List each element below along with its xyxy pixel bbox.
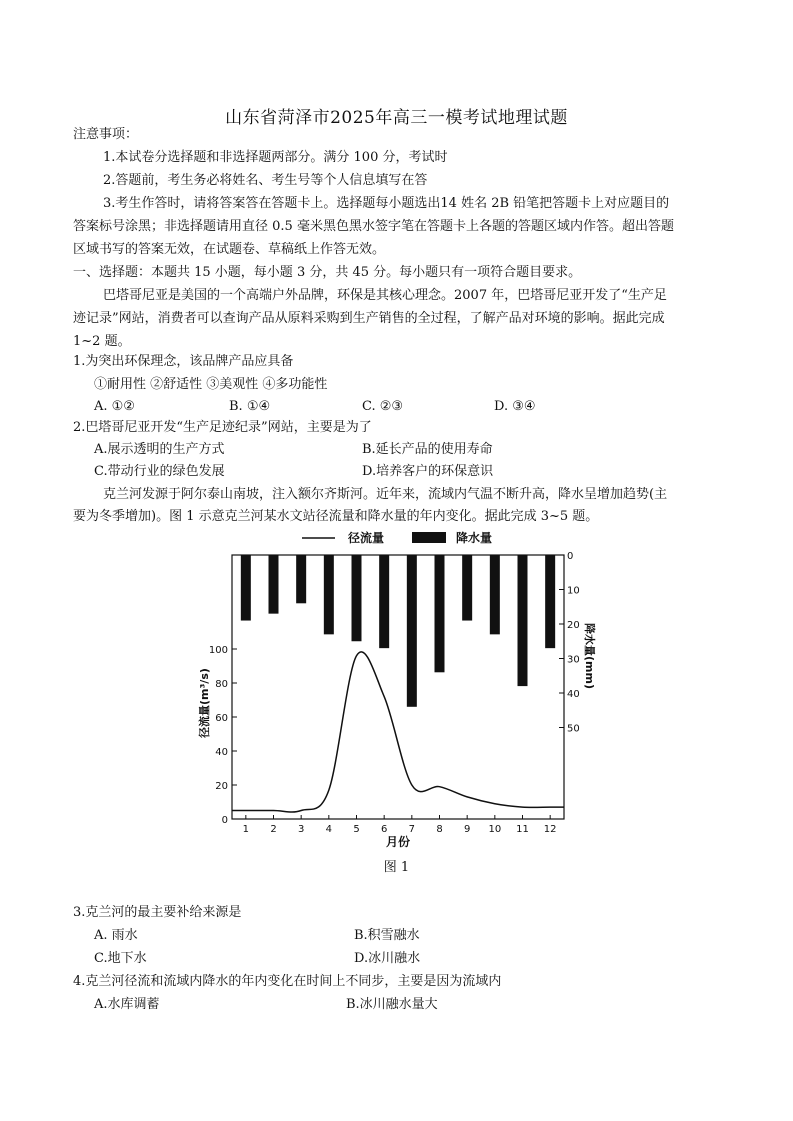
x-tick-label: 4	[325, 824, 333, 835]
precip-bar-4	[324, 555, 334, 634]
left-tick-label: 0	[221, 815, 228, 826]
q3-option-a[interactable]: A. 雨水	[94, 928, 138, 943]
precip-bar-6	[379, 555, 389, 648]
passage2-line-1: 克兰河发源于阿尔泰山南坡，注入额尔齐斯河。近年来，流域内气温不断升高，降水呈增加趋势(主	[103, 487, 668, 502]
legend-bar-label: 降水量	[456, 531, 493, 545]
right-tick-label: 50	[567, 723, 580, 735]
notice-heading: 注意事项：	[73, 127, 139, 142]
q2-option-b[interactable]: B.延长产品的使用寿命	[362, 442, 493, 457]
right-tick-label: 30	[567, 654, 580, 666]
notice-item-3-cont2: 区域书写的答案无效，在试题卷、草稿纸上作答无效。	[73, 242, 386, 257]
q2-stem: 2.巴塔哥尼亚开发“生产足迹纪录”网站，主要是为了	[73, 420, 372, 435]
q1-option-d[interactable]: D. ③④	[494, 399, 536, 414]
x-tick-label: 2	[270, 824, 277, 835]
q1-option-b[interactable]: B. ①④	[229, 399, 271, 414]
right-tick-label: 20	[567, 620, 580, 631]
left-axis-label: 径流量(m³/s)	[198, 668, 211, 738]
right-tick-label: 40	[567, 689, 580, 700]
left-tick-label: 40	[215, 747, 228, 758]
figure-caption: 图 1	[383, 860, 410, 875]
q4-stem: 4.克兰河径流和流域内降水的年内变化在时间上不同步，主要是因为流域内	[73, 974, 502, 989]
q3-stem: 3.克兰河的最主要补给来源是	[73, 905, 242, 920]
x-axis-ticks	[243, 815, 557, 835]
x-tick-label: 1	[242, 824, 250, 835]
notice-item-2: 2.答题前，考生务必将姓名、考生号等个人信息填写在答	[103, 173, 428, 188]
passage2-line-2: 要为冬季增加)。图 1 示意克兰河某水文站径流量和降水量的年内变化。据此完成 3~5 题。	[73, 509, 599, 524]
precip-bar-9	[462, 555, 472, 621]
section1-heading: 一、选择题：本题共 15 小题，每小题 3 分，共 45 分。每小题只有一项符合题目要求。	[73, 265, 582, 280]
precip-bar-1	[241, 555, 251, 621]
legend-bar-swatch	[412, 532, 446, 543]
q1-items: ①耐用性 ②舒适性 ③美观性 ④多功能性	[94, 377, 328, 392]
left-tick-label: 100	[208, 645, 228, 656]
chart-legend	[302, 530, 492, 545]
x-tick-label: 8	[436, 824, 443, 835]
q1-stem: 1.为突出环保理念，该品牌产品应具备	[73, 354, 294, 369]
precip-bar-8	[435, 555, 445, 672]
precip-bar-2	[269, 555, 279, 614]
x-tick-label: 5	[353, 824, 360, 835]
q3-option-b[interactable]: B.积雪融水	[354, 928, 420, 943]
q2-option-a[interactable]: A.展示透明的生产方式	[94, 442, 225, 457]
left-axis-ticks	[209, 645, 237, 826]
precip-bar-3	[296, 555, 306, 603]
precip-bar-5	[352, 555, 362, 641]
q2-option-d[interactable]: D.培养客户的环保意识	[362, 464, 494, 479]
x-tick-label: 3	[297, 824, 305, 835]
precip-bar-11	[518, 555, 528, 686]
left-tick-label: 20	[215, 781, 228, 792]
left-tick-label: 60	[215, 713, 228, 724]
precip-bar-12	[545, 555, 555, 648]
passage1-line-3: 1~2 题。	[73, 334, 131, 349]
passage1-line-1: 巴塔哥尼亚是美国的一个高端户外品牌，环保是其核心理念。2007 年，巴塔哥尼亚开发了“生产足	[103, 288, 667, 303]
left-tick-label: 80	[215, 679, 228, 690]
q4-option-a[interactable]: A.水库调蓄	[94, 997, 160, 1012]
runoff-precip-chart	[190, 528, 620, 853]
q1-option-a[interactable]: A. ①②	[94, 399, 135, 414]
right-axis-ticks	[559, 551, 580, 735]
x-tick-label: 6	[380, 824, 388, 835]
x-tick-label: 12	[543, 824, 557, 835]
plot-frame	[232, 555, 564, 819]
x-tick-label: 9	[463, 824, 471, 835]
precip-bars	[241, 555, 555, 707]
q2-option-c[interactable]: C.带动行业的绿色发展	[94, 464, 225, 479]
notice-item-3: 3.考生作答时，请将答案答在答题卡上。选择题每小题选出14 姓名 2B 铅笔把答题卡上对应题目的	[103, 196, 670, 211]
legend-line-label: 径流量	[348, 531, 385, 545]
page-title: 山东省菏泽市2025年高三一模考试地理试题	[225, 108, 568, 128]
right-tick-label: 0	[567, 551, 574, 562]
x-axis-label: 月份	[385, 835, 411, 849]
q3-option-c[interactable]: C.地下水	[94, 951, 147, 966]
precip-bar-10	[490, 555, 500, 634]
q3-option-d[interactable]: D.冰川融水	[354, 951, 421, 966]
right-tick-label: 10	[567, 585, 580, 597]
x-tick-label: 11	[516, 824, 529, 835]
runoff-line	[232, 652, 564, 812]
q1-option-c[interactable]: C. ②③	[362, 399, 404, 414]
x-tick-label: 7	[408, 824, 416, 835]
q4-option-b[interactable]: B.冰川融水量大	[346, 997, 438, 1012]
x-tick-label: 10	[488, 824, 502, 835]
notice-item-3-cont: 答案标号涂黑；非选择题请用直径 0.5 毫米黑色黑水签字笔在答题卡上各题的答题区域内作答。超出答题	[73, 219, 674, 234]
right-axis-label: 降水量(mm)	[583, 623, 596, 689]
notice-item-1: 1.本试卷分选择题和非选择题两部分。满分 100 分，考试时	[103, 150, 448, 165]
precip-bar-7	[407, 555, 417, 707]
passage1-line-2: 迹记录”网站，消费者可以查询产品从原料采购到生产销售的全过程，了解产品对环境的影响。据此完成	[73, 311, 665, 326]
